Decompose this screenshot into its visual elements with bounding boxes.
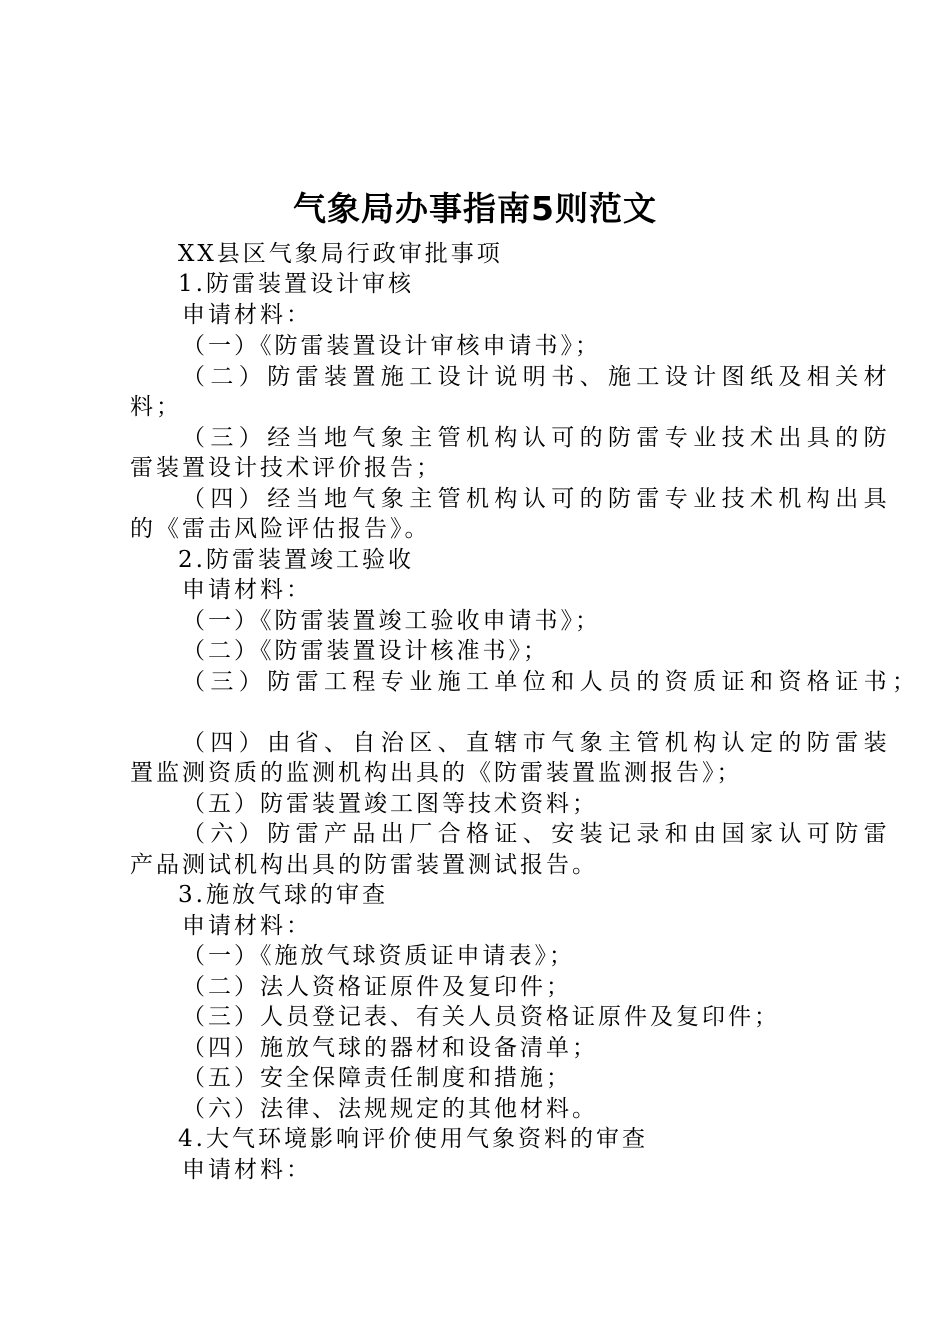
section-heading: 3.施放气球的审查 [178, 882, 388, 908]
list-item: （三）经当地气象主管机构认可的防雷专业技术出具的防 [182, 425, 892, 451]
list-item-continuation: 产品测试机构出具的防雷装置测试报告。 [130, 852, 598, 878]
section-heading: 2.防雷装置竣工验收 [178, 547, 414, 573]
section-heading: 4.大气环境影响评价使用气象资料的审查 [178, 1126, 648, 1152]
list-item-continuation: 的《雷击风险评估报告》。 [130, 516, 431, 542]
list-item: （二）法人资格证原件及复印件； [182, 974, 572, 1000]
list-item: （四）经当地气象主管机构认可的防雷专业技术机构出具 [182, 486, 892, 512]
list-item: （六）防雷产品出厂合格证、安装记录和由国家认可防雷 [182, 821, 892, 847]
list-item: （一）《防雷装置设计审核申请书》； [182, 333, 601, 359]
list-item: （五）安全保障责任制度和措施； [182, 1065, 572, 1091]
list-item: （二）《防雷装置设计核准书》； [182, 638, 549, 664]
list-item: （四）施放气球的器材和设备清单； [182, 1035, 598, 1061]
paragraph-line: 申请材料： [182, 1157, 312, 1183]
paragraph-line: 申请材料： [182, 913, 312, 939]
list-item-continuation: 料； [130, 394, 182, 420]
list-item: （一）《施放气球资质证申请表》； [182, 943, 575, 969]
section-heading: 1.防雷装置设计审核 [178, 271, 414, 297]
list-item: （二）防雷装置施工设计说明书、施工设计图纸及相关材 [182, 364, 892, 390]
list-item: （三）防雷工程专业施工单位和人员的资质证和资格证书； [182, 669, 921, 695]
list-item: （五）防雷装置竣工图等技术资料； [182, 791, 598, 817]
list-item-continuation: 置监测资质的监测机构出具的《防雷装置监测报告》； [130, 760, 743, 786]
paragraph-line: 申请材料： [182, 302, 312, 328]
document-title: 气象局办事指南5则范文 [293, 189, 657, 228]
paragraph-line: XX县区气象局行政审批事项 [178, 241, 503, 267]
paragraph-line: 申请材料： [182, 577, 312, 603]
list-item-continuation: 雷装置设计技术评价报告； [130, 455, 442, 481]
list-item: （三）人员登记表、有关人员资格证原件及复印件； [182, 1004, 780, 1030]
list-item: （四）由省、自治区、直辖市气象主管机构认定的防雷装 [182, 730, 892, 756]
list-item: （一）《防雷装置竣工验收申请书》； [182, 608, 601, 634]
list-item: （六）法律、法规规定的其他材料。 [182, 1096, 598, 1122]
